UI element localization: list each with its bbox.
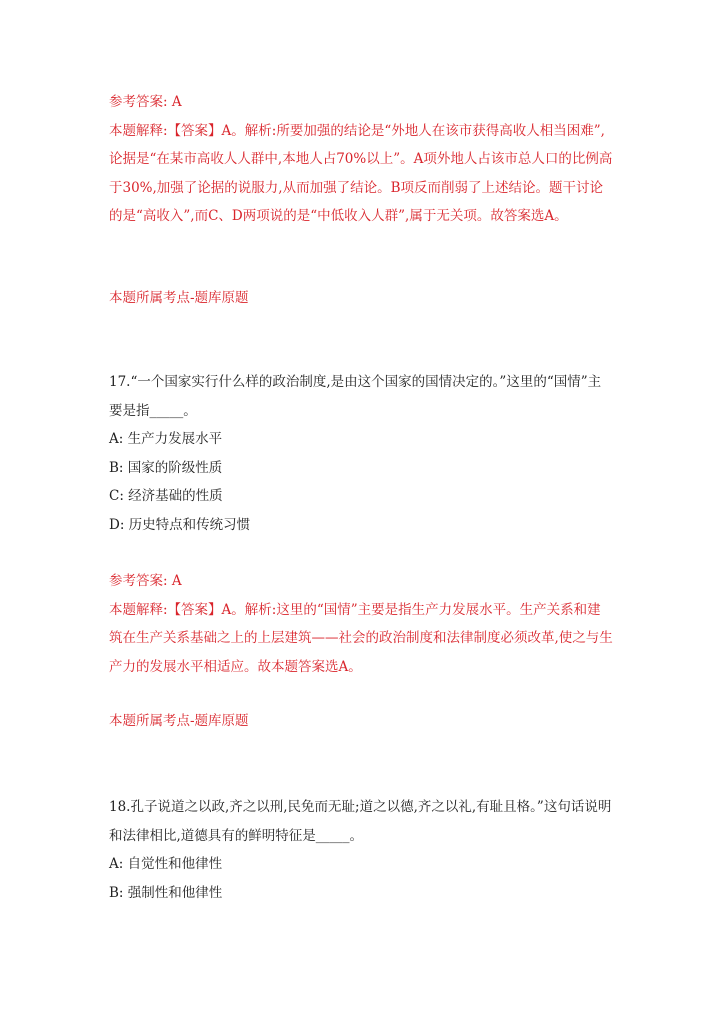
q16-source [109,284,614,313]
option-a: A: 生产力发展水平 [109,431,223,447]
q17-answer-section [109,567,614,681]
q18-question [109,793,614,907]
option-b: B: 国家的阶级性质 [109,459,223,476]
q17-source [109,707,614,736]
question-stem: 17.“一个国家实行什么样的政治制度,是由这个国家的国情决定的。”这里的“国情”主要是指_____。 [109,374,602,419]
option-c: C: 经济基础的性质 [109,488,223,504]
answer-label: 参考答案: A [109,94,182,110]
option-b: B: 强制性和他律性 [109,884,223,901]
answer-label: 参考答案: A [109,573,182,589]
source-label: 本题所属考点-题库原题 [109,290,249,306]
option-a: A: 自觉性和他律性 [109,856,223,872]
explanation-text: 本题解释:【答案】A。解析:所要加强的结论是“外地人在该市获得高收人相当困难”,论据是“在某市高收人人群中,本地人占70%以上”。A项外地人占该市总人口的比例高于30%,加强了论据的说服力,从而加强了结论。B项反而削弱了上述结论。题干讨论的是“高收入”,而C、D两项说的是“中低收入人群”,属于无关项。故答案选A。 [109,122,613,224]
q16-answer-section [109,88,614,231]
option-d: D: 历史特点和传统习惯 [109,516,251,533]
q17-question [109,368,614,539]
source-label: 本题所属考点-题库原题 [109,713,249,729]
question-stem: 18.孔子说道之以政,齐之以刑,民免而无耻;道之以德,齐之以礼,有耻且格。”这句话说明和法律相比,道德具有的鲜明特征是_____。 [109,799,612,844]
explanation-text: 本题解释:【答案】A。解析:这里的“国情”主要是指生产力发展水平。生产关系和建筑在生产关系基础之上的上层建筑——社会的政治制度和法律制度必须改革,使之与生产力的发展水平相适应。故本题答案选A。 [109,601,613,675]
